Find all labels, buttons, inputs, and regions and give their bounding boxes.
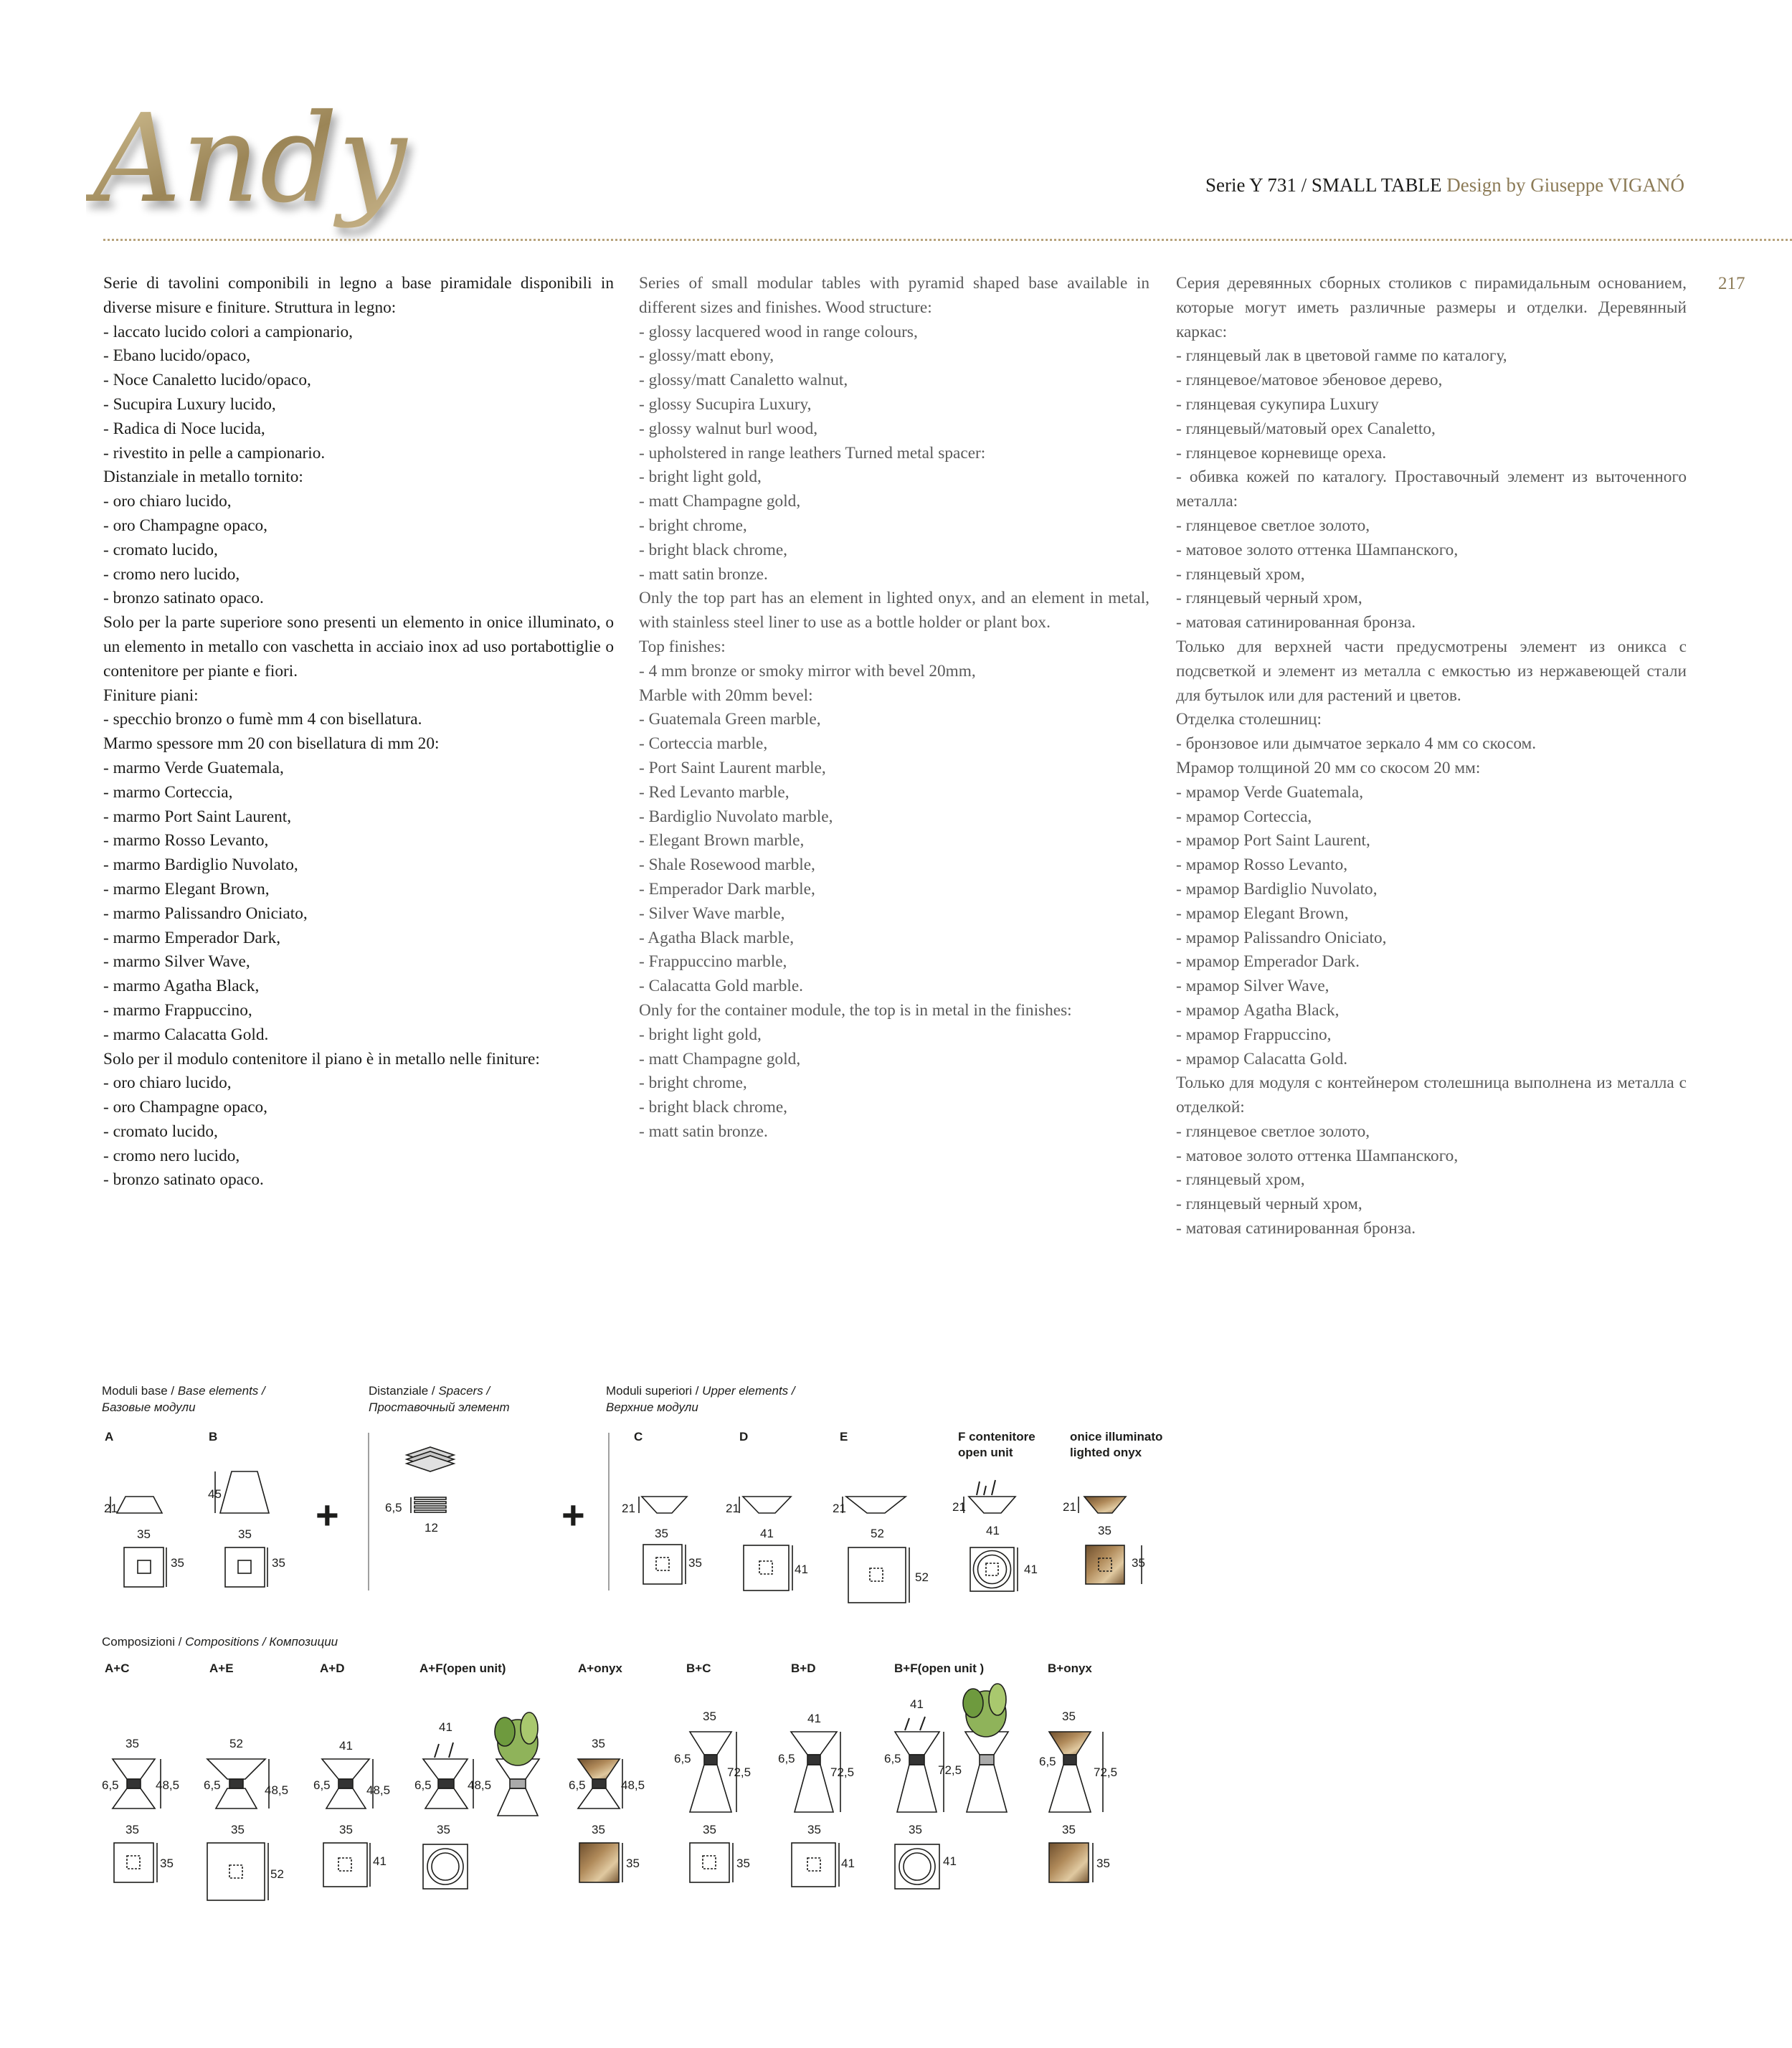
text-line: - Sucupira Luxury lucido, [103,394,276,414]
dim: 41 [807,1712,821,1725]
text-line: - bronzo satinato opaco. [103,1170,264,1190]
dim: 6,5 [674,1752,691,1765]
dim: 41 [339,1739,353,1753]
text-line: - глянцевый черный хром, [1176,589,1362,608]
dim: 72,5 [1094,1765,1118,1779]
dim: 48,5 [468,1778,492,1792]
dim: 72,5 [727,1765,752,1779]
text-line: - cromato lucido, [103,1122,218,1141]
code-b-d: B+D [791,1661,816,1675]
dim: 72,5 [830,1765,855,1779]
text-line: - bright black chrome, [639,540,788,559]
text-line: - marmo Calacatta Gold. [103,1025,269,1044]
code-a: A [105,1430,114,1443]
text-line: - глянцевое корневище ореха. [1176,443,1387,463]
dim: 35 [1132,1556,1145,1570]
code-d: D [739,1430,749,1443]
text-line: - matt Champagne gold, [639,1049,801,1068]
dim: 35 [137,1527,151,1541]
dim: 41 [373,1854,387,1868]
text-line: Only the top part has an element in lighted onyx, and an element in metal, with stainless steel liner to use as a bottle holder or plant box. [639,589,1149,632]
text-line: - мрамор Corteccia, [1176,807,1312,826]
text-line: Отделка столешниц: [1176,710,1322,729]
dim: 41 [795,1563,808,1576]
dim: 35 [807,1823,821,1836]
dim: 21 [952,1500,966,1514]
module-b-elevation [220,1471,269,1513]
text-line: - Noce Canaletto lucido/opaco, [103,371,311,390]
dim: 35 [125,1737,139,1750]
text-line: - glossy walnut burl wood, [639,419,818,438]
text-line: - bright black chrome, [639,1098,788,1117]
text-line: - мрамор Port Saint Laurent, [1176,831,1370,850]
text-line: - glossy/matt Canaletto walnut, [639,371,848,390]
text-line: Serie di tavolini componibili in legno a base piramidale disponibili in diverse misure e finiture. Struttura in legno: [103,274,614,317]
module-f-plan [970,1547,1014,1591]
dim: 35 [437,1823,450,1836]
code-c: C [634,1430,643,1443]
plus-sign: + [561,1492,585,1537]
text-line: - glossy/matt ebony, [639,346,774,366]
dim: 35 [160,1857,174,1870]
module-d-elevation [743,1497,791,1513]
dim: 48,5 [265,1783,289,1797]
text-line: - глянцевый черный хром, [1176,1195,1362,1214]
text-line: - Shale Rosewood marble, [639,855,815,875]
text-line: - marmo Verde Guatemala, [103,758,284,777]
dim: 41 [910,1697,924,1711]
text-line: - мрамор Bardiglio Nuvolato, [1176,879,1378,899]
text-line: - матовое золото оттенка Шампанского, [1176,1146,1459,1165]
text-line: - marmo Rosso Levanto, [103,831,269,850]
dim: 12 [425,1521,438,1535]
text-line: - мрамор Calacatta Gold. [1176,1049,1348,1068]
dim: 35 [626,1857,640,1870]
code-b: B [209,1430,218,1443]
spacer-stack [407,1447,454,1513]
text-line: - bronzo satinato opaco. [103,589,264,608]
module-a-elevation [117,1497,162,1513]
module-c-elevation [642,1497,687,1513]
text-line: - мрамор Verde Guatemala, [1176,782,1364,802]
text-line: - rivestito in pelle a campionario. [103,443,326,463]
text-line: - cromato lucido, [103,540,218,559]
text-line: - глянцевый хром, [1176,564,1305,584]
text-line: - Red Levanto marble, [639,782,790,802]
dim: 41 [986,1524,1000,1537]
spacers-label: Distanziale / Spacers / Проставочный элемент [369,1384,510,1414]
code-a-d: A+D [320,1661,345,1675]
dim: 35 [736,1857,750,1870]
text-line: - глянцевый/матовый орех Canaletto, [1176,419,1436,438]
page-number: 217 [1718,274,1745,293]
dim: 21 [833,1502,846,1515]
text-line: - мрамор Palissandro Oniciato, [1176,928,1387,947]
text-line: - marmo Silver Wave, [103,952,250,972]
designer: Design by Giuseppe VIGANÓ [1446,174,1684,196]
text-line: - marmo Palissandro Oniciato, [103,904,308,923]
dim: 35 [1096,1857,1110,1870]
comp-b-c [690,1732,736,1882]
text-line: - glossy lacquered wood in range colours, [639,322,918,341]
dim: 35 [703,1823,716,1836]
text-line: - бронзовое или дымчатое зеркало 4 мм со скосом. [1176,734,1537,754]
comp-a-c [113,1759,161,1882]
text-line: - Calacatta Gold marble. [639,977,803,996]
module-d-plan [744,1545,789,1590]
text-line: - Frappuccino marble, [639,952,787,972]
text-line: - мрамор Rosso Levanto, [1176,855,1348,875]
dim: 21 [1063,1500,1076,1514]
text-line: Only for the container module, the top is in metal in the finishes: [639,1000,1072,1020]
dim: 35 [688,1556,702,1570]
dim: 6,5 [204,1778,221,1792]
text-line: - Guatemala Green marble, [639,710,821,729]
text-line: - bright light gold, [639,468,762,487]
dim: 52 [915,1570,929,1584]
module-onyx-elevation [1084,1497,1126,1513]
text-line: Мрамор толщиной 20 мм со скосом 20 мм: [1176,758,1481,777]
text-line: - Silver Wave marble, [639,904,785,923]
dim: 6,5 [884,1752,901,1765]
text-line: Только для модуля с контейнером столешница выполнена из металла с отделкой: [1176,1073,1687,1117]
dim: 35 [703,1710,716,1723]
text-line: - Corteccia marble, [639,734,768,754]
dim: 6,5 [385,1501,402,1514]
dim: 35 [272,1556,285,1570]
text-line: - upholstered in range leathers Turned metal spacer: [639,443,986,463]
upper-elements-label: Moduli superiori / Upper elements / Верхние модули [606,1384,795,1414]
text-line: - Bardiglio Nuvolato marble, [639,807,833,826]
module-a-plan [124,1547,163,1587]
text-line: - 4 mm bronze or smoky mirror with bevel 20mm, [639,661,976,681]
dim: 35 [171,1556,184,1570]
dim: 41 [943,1854,957,1868]
text-line: Top finishes: [639,637,726,656]
code-b-onyx: B+onyx [1048,1661,1092,1675]
text-line: - cromo nero lucido, [103,564,240,584]
dim: 21 [622,1502,635,1515]
dim: 41 [841,1857,855,1870]
code-a-onyx: A+onyx [578,1661,622,1675]
dim: 35 [909,1823,922,1836]
text-line: - глянцевое/матовое эбеновое дерево, [1176,371,1443,390]
dim: 21 [726,1502,739,1515]
dim: 35 [655,1527,668,1540]
text-line: - мрамор Elegant Brown, [1176,904,1349,923]
code-e: E [840,1430,848,1443]
text-line: - мрамор Agatha Black, [1176,1000,1340,1020]
text-line: - marmo Agatha Black, [103,977,260,996]
text-line: - мрамор Silver Wave, [1176,977,1329,996]
code-a-c: A+C [105,1661,130,1675]
text-line: - bright chrome, [639,1073,747,1093]
code-a-e: A+E [209,1661,234,1675]
text-line: - marmo Port Saint Laurent, [103,807,292,826]
text-line: Solo per il modulo contenitore il piano è in metallo nelle finiture: [103,1049,540,1068]
comp-b-d [791,1732,840,1887]
text-line: - oro Champagne opaco, [103,1098,268,1117]
text-line: - глянцевый хром, [1176,1170,1305,1190]
dim: 6,5 [102,1778,119,1792]
dim: 35 [1062,1710,1076,1723]
dim: 52 [229,1737,243,1750]
text-line: Finiture piani: [103,686,199,705]
text-line: - мрамор Frappuccino, [1176,1025,1332,1044]
dim: 52 [871,1527,884,1540]
svg-text:Andy: Andy [93,88,407,230]
text-line: - laccato lucido colori a campionario, [103,322,354,341]
module-e-elevation [846,1497,906,1513]
dim: 6,5 [569,1778,586,1792]
dim: 35 [339,1823,353,1836]
dim: 45 [208,1487,222,1501]
code-onyx: onice illuminato lighted onyx [1070,1430,1163,1459]
code-b-f: B+F(open unit ) [894,1661,985,1675]
dim: 48,5 [621,1778,645,1792]
text-line: - глянцевое светлое золото, [1176,1122,1370,1141]
plus-sign: + [316,1492,339,1537]
text-line: - oro chiaro lucido, [103,492,232,511]
dim: 35 [1098,1524,1111,1537]
text-line: - glossy Sucupira Luxury, [639,394,812,414]
text-line: - Elegant Brown marble, [639,831,805,850]
text-line: - Agatha Black marble, [639,928,795,947]
text-line: - bright chrome, [639,516,747,535]
module-b-plan [225,1547,265,1587]
dim: 35 [1062,1823,1076,1836]
text-line: - oro Champagne opaco, [103,516,268,535]
dim: 41 [760,1527,774,1540]
dim: 48,5 [156,1778,180,1792]
code-b-c: B+C [686,1661,711,1675]
code-f: F contenitore open unit [958,1430,1035,1459]
text-line: - обивка кожей по каталогу. Проставочный элемент из выточенного металла: [1176,468,1687,511]
text-line: - marmo Bardiglio Nuvolato, [103,855,298,875]
text-line: Серия деревянных сборных столиков с пирамидальным основанием, которые могут иметь различные размеры и отделки. Деревянный каркас: [1176,274,1687,341]
dim: 72,5 [938,1763,962,1777]
text-line: - marmo Elegant Brown, [103,879,270,899]
text-line: - matt satin bronze. [639,1122,768,1141]
text-line: - marmo Corteccia, [103,782,233,802]
text-line: - матовая сатинированная бронза. [1176,613,1416,632]
text-line: Только для верхней части предусмотрены элемент из оникса с подсветкой и элемент из металла с емкостью из нержавеющей стали для бутылок или для растений и цветов. [1176,637,1687,705]
module-e-plan [848,1547,906,1603]
dim: 41 [439,1720,452,1734]
text-line: - мрамор Emperador Dark. [1176,952,1360,972]
module-f-elevation [969,1497,1015,1513]
dim: 21 [104,1502,118,1515]
dim: 48,5 [366,1783,391,1797]
text-line: - Radica di Noce lucida, [103,419,265,438]
text-line: Marble with 20mm bevel: [639,686,813,705]
text-line: - matt satin bronze. [639,564,768,584]
dim: 35 [592,1823,605,1836]
text-line: - матовая сатинированная бронза. [1176,1219,1416,1238]
dim: 6,5 [414,1778,432,1792]
text-line: - Ebano lucido/opaco, [103,346,251,366]
dim: 35 [592,1737,605,1750]
text-line: - глянцевая сукупира Luxury [1176,394,1379,414]
dim: 52 [270,1867,284,1881]
text-line: - matt Champagne gold, [639,492,801,511]
text-line: Distanziale in metallo tornito: [103,468,303,487]
text-line: - глянцевое светлое золото, [1176,516,1370,535]
dim: 35 [125,1823,139,1836]
dim: 6,5 [313,1778,331,1792]
text-line: - oro chiaro lucido, [103,1073,232,1093]
dim: 35 [238,1527,252,1541]
text-line: - глянцевый лак в цветовой гамме по каталогу, [1176,346,1507,366]
compositions-label: Composizioni / Compositions / Композиции [102,1635,338,1649]
text-line: - Port Saint Laurent marble, [639,758,826,777]
text-line: - Emperador Dark marble, [639,879,815,899]
dim: 35 [231,1823,245,1836]
text-line: - specchio bronzo o fumè mm 4 con bisellatura. [103,710,422,729]
module-c-plan [643,1545,682,1584]
text-line: - матовое золото оттенка Шампанского, [1176,540,1459,559]
code-a-f: A+F(open unit) [419,1661,506,1675]
text-line: Solo per la parte superiore sono presenti un elemento in onice illuminato, o un elemento in metallo con vaschetta in acciaio inox ad uso portabottiglie o contenitore per piante e fiori. [103,613,614,681]
text-line: Series of small modular tables with pyramid shaped base available in different sizes and finishes. Wood structure: [639,274,1149,317]
dim: 6,5 [1039,1755,1056,1768]
dim: 6,5 [778,1752,795,1765]
series-code: Serie Y 731 / SMALL TABLE [1205,174,1442,196]
text-line: - cromo nero lucido, [103,1146,240,1165]
text-line: - marmo Frappuccino, [103,1000,252,1020]
module-onyx-plan [1086,1545,1124,1584]
base-elements-label: Moduli base / Base elements / Базовые модули [102,1384,265,1414]
text-line: - marmo Emperador Dark, [103,928,281,947]
comp-b-onyx [1049,1732,1103,1882]
text-line: - bright light gold, [639,1025,762,1044]
comp-a-onyx [578,1759,622,1882]
text-line: Marmo spessore mm 20 con bisellatura di mm 20: [103,734,440,754]
dim: 41 [1024,1563,1038,1576]
